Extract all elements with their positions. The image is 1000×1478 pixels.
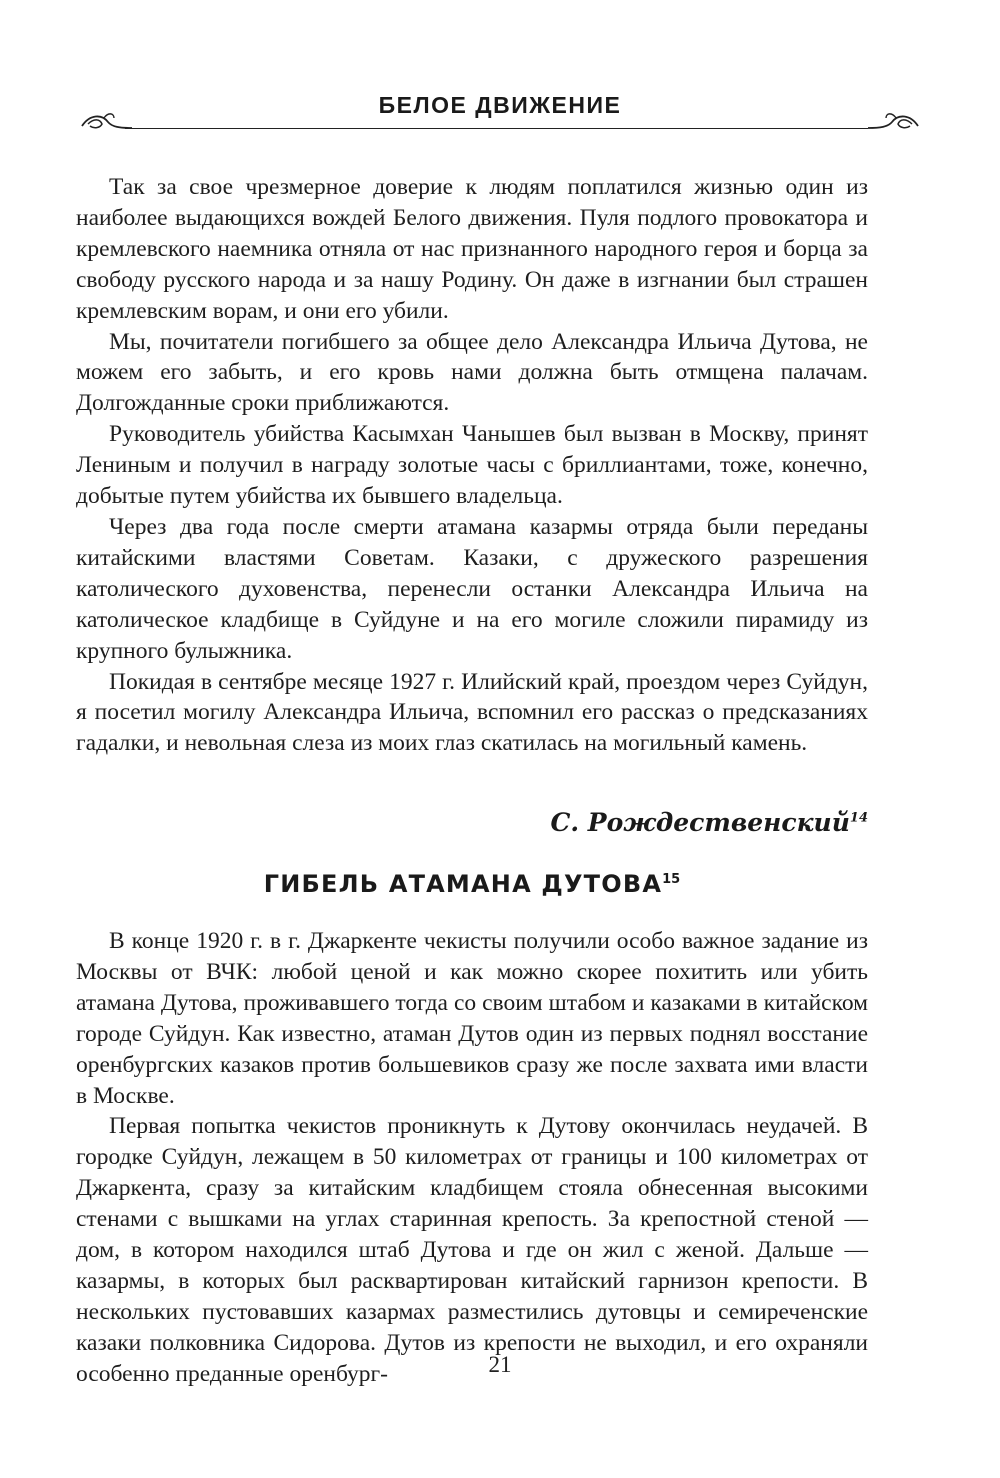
paragraph: Покидая в сентябре месяце 1927 г. Илийский край, проездом через Суйдун, я посетил могилу Александра Ильича, вспомнил его рассказ о предсказаниях гадалки, и невольная слеза из моих глаз скатилась на могильный камень. [76,668,868,757]
running-title: БЕЛОЕ ДВИЖЕНИЕ [378,92,622,118]
paragraph: В конце 1920 г. в г. Джаркенте чекисты получили особо важное задание из Москвы от ВЧК: любой ценой и как можно скорее похитить или убить атамана Дутова, проживавшего тогда со своим штабом и казаками в китайском городе Суйдун. Как известно, атаман Дутов один из первых поднял восстание оренбургских казаков против большевиков сразу же после захвата ими власти в Москве. [76,928,868,1109]
paragraph: Через два года после смерти атамана казармы отряда были переданы китайскими властями Советам. Казаки, с дружеского разрешения католического духовенства, перенесли останки Александра Ильича на католическое кладбище в Суйдуне и на его могиле сложили пирамиду из крупного булыжника. [76,513,868,664]
chapter-title-text: ГИБЕЛЬ АТАМАНА ДУТОВА [263,870,663,898]
author-name: С. Рождественский [550,808,850,837]
text-block-chapter [76,926,868,1390]
footnote-marker: 14 [849,810,868,826]
text-block-memoir [76,172,868,759]
footnote-marker: 15 [662,872,681,887]
chapter-title [76,870,868,898]
running-header [80,92,920,142]
flourish-right-icon [866,110,920,136]
page-number: 21 [488,1352,512,1377]
header-rule [125,128,868,129]
paragraph: Первая попытка чекистов проникнуть к Дутову окончилась неудачей. В городке Суйдун, лежащем в 50 километрах от границы и 100 километрах от Джаркента, сразу за китайским кладбищем стояла обнесенная высокими стенами с вышками на углах старинная крепость. За крепостной стеной — дом, в котором находился штаб Дутова и где он жил с женой. Дальше — казармы, в которых был расквартирован китайский гарнизон крепости. В нескольких пустовавших казармах разместились дутовцы и семиреченские казаки полковника Сидорова. Дутов из крепости не выходил, и его охраняли особенно преданные оренбург- [76,1113,868,1387]
author-byline [550,808,868,837]
paragraph: Мы, почитатели погибшего за общее дело Александра Ильича Дутова, не можем его забыть, и его кровь нами должна быть отмщена палачам. Долгожданные сроки приближаются. [76,328,868,417]
paragraph: Так за свое чрезмерное доверие к людям поплатился жизнью один из наиболее выдающихся вождей Белого движения. Пуля подлого провокатора и кремлевского наемника отняла от нас признанного народного героя и борца за свободу русского народа и за нашу Родину. Он даже в изгнании был страшен кремлевским ворам, и они его убили. [76,174,868,324]
paragraph: Руководитель убийства Касымхан Чанышев был вызван в Москву, принят Лениным и получил в награду золотые часы с бриллиантами, тоже, конечно, добытые путем убийства их бывшего владельца. [76,421,868,510]
